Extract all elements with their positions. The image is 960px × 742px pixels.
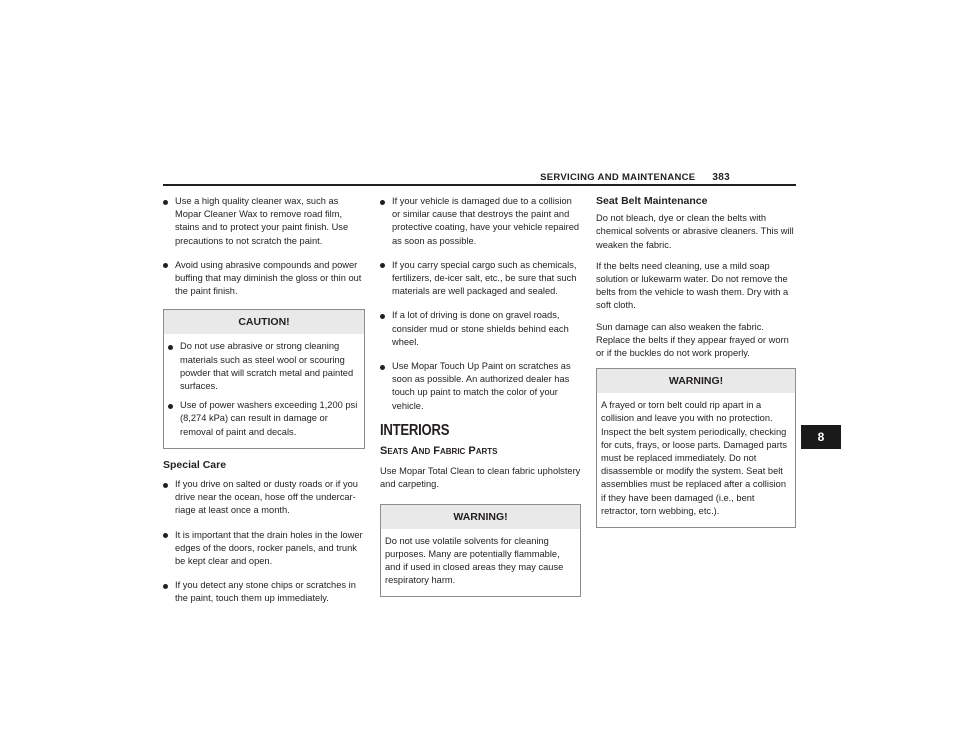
paint-care-list [163,195,365,298]
list-item: If you carry special cargo such as chemicals, fertilizers, de-icer salt, etc., be sure that such materials are well packaged and sealed. [380,259,581,299]
chapter-tab: 8 [801,425,841,449]
warning-title: WARNING! [597,369,795,393]
warning-box-solvents [380,504,581,598]
list-item: Use of power washers exceeding 1,200 psi (8,274 kPa) can result in damage or removal of paint and decals. [168,399,360,439]
warning-text: Do not use volatile solvents for cleaning purposes. Many are potentially flammable, and if used in closed areas they may cause respiratory harm. [385,535,564,586]
paragraph: Do not bleach, dye or clean the belts with chemical solvents or abrasive cleaners. This will weaken the fabric. [596,213,794,250]
list-item: If you detect any stone chips or scratches in the paint, touch them up immediately. [163,579,365,605]
running-header [540,172,730,183]
warning-title: WARNING! [381,505,580,529]
list-item: Use a high quality cleaner wax, such as Mopar Cleaner Wax to remove road film, stains and to protect your paint finish. Use precautions to not scratch the paint. [163,195,365,248]
list-item: Avoid using abrasive compounds and power buffing that may diminish the gloss or thin out the paint finish. [163,259,365,299]
caution-title: CAUTION! [164,310,364,334]
section-title: SERVICING AND MAINTENANCE [540,172,696,183]
header-rule [163,184,796,186]
seats-fabric-heading: Seats And Fabric Parts [380,445,498,458]
page-number: 383 [712,172,730,183]
list-item: If your vehicle is damaged due to a collision or similar cause that destroys the paint and protective coating, have your vehicle repaired as soon as possible. [380,195,581,248]
fabric-paragraph: Use Mopar Total Clean to clean fabric upholstery and carpeting. [380,466,581,490]
list-item: If you drive on salted or dusty roads or if you drive near the ocean, hose off the undercar-riage at least once a month. [163,478,365,518]
column-2 [380,195,581,597]
list-item: If a lot of driving is done on gravel roads, consider mud or stone shields behind each wheel. [380,309,581,349]
special-care-heading: Special Care [163,458,227,471]
column-3 [596,195,796,528]
paragraph: Sun damage can also weaken the fabric. Replace the belts if they appear frayed or worn or if the buckles do not work properly. [596,321,789,359]
paragraph: If the belts need cleaning, use a mild soap solution or lukewarm water. Do not remove the belts from the vehicle to wash them. Dry with a soft cloth. [596,260,789,311]
warning-text: A frayed or torn belt could rip apart in a collision and leave you with no protection. Inspect the belt system periodically, checking for cuts, frays, or loose parts. Damaged parts must be replaced immediately. Do not disassemble or modify the system. Seat belt assemblies must be replaced after a collision if they have been damaged (i.e., bent retractor, torn webbing, etc.). [601,400,788,516]
list-item: Use Mopar Touch Up Paint on scratches as soon as possible. An authorized dealer has touch up paint to match the color of your vehicle. [380,360,581,413]
column-1 [163,195,365,617]
vehicle-care-list [380,195,581,413]
seat-belt-heading: Seat Belt Maintenance [596,195,708,207]
warning-box-belts [596,368,796,528]
list-item: Do not use abrasive or strong cleaning materials such as steel wool or scouring powder that will scratch metal and painted surfaces. [168,340,360,393]
interiors-heading: INTERIORS [380,421,450,439]
special-care-list [163,478,365,606]
caution-box [163,309,365,448]
list-item: It is important that the drain holes in the lower edges of the doors, rocker panels, and trunk be kept clear and open. [163,529,365,569]
